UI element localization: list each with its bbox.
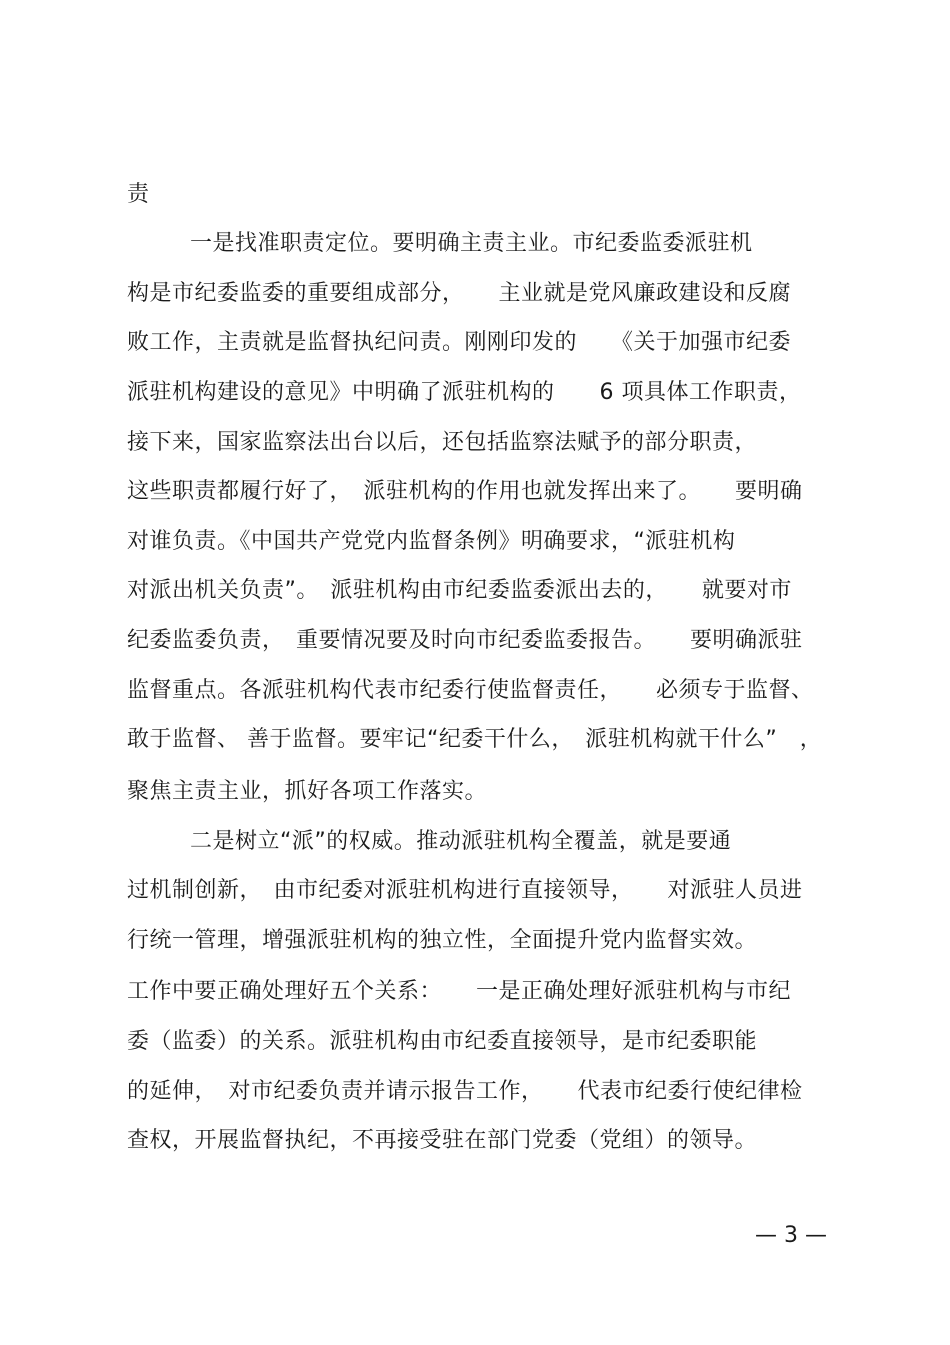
text-line: 派驻机构建设的意见》中明确了派驻机构的 6 项具体工作职责， [127, 380, 802, 405]
text-line: 接下来，国家监察法出台以后，还包括监察法赋予的部分职责， [127, 430, 758, 455]
text-line: 纪委监委负责， 重要情况要及时向市纪委监委报告。 要明确派驻 [127, 628, 803, 653]
text-line: 一是找准职责定位。要明确主责主业。市纪委监委派驻机 [190, 231, 753, 256]
text-line: 过机制创新， 由市纪委对派驻机构进行直接领导， 对派驻人员进 [127, 878, 803, 903]
text-line: 敢于监督、 善于监督。要牢记“纪委干什么， 派驻机构就干什么” ， [127, 727, 823, 752]
text-line: 监督重点。各派驻机构代表市纪委行使监督责任， 必须专于监督、 [127, 678, 814, 703]
text-line: 行统一管理，增强派驻机构的独立性，全面提升党内监督实效。 [127, 928, 758, 953]
text-line: 工作中要正确处理好五个关系： 一是正确处理好派驻机构与市纪 [127, 979, 792, 1004]
text-line: 查权，开展监督执纪，不再接受驻在部门党委（党组）的领导。 [127, 1128, 758, 1153]
text-line: 这些职责都履行好了， 派驻机构的作用也就发挥出来了。 要明确 [127, 479, 803, 504]
text-line: 对谁负责。《中国共产党党内监督条例》明确要求，“派驻机构 [127, 529, 736, 554]
text-line: 委（监委）的关系。派驻机构由市纪委直接领导，是市纪委职能 [127, 1029, 758, 1054]
text-line: 对派出机关负责”。 派驻机构由市纪委监委派出去的， 就要对市 [127, 578, 792, 603]
text-line: 二是树立“派”的权威。推动派驻机构全覆盖，就是要通 [190, 829, 732, 854]
text-line: 构是市纪委监委的重要组成部分， 主业就是党风廉政建设和反腐 [127, 281, 792, 306]
text-line: 败工作，主责就是监督执纪问责。刚刚印发的 《关于加强市纪委 [127, 330, 792, 355]
text-line: 责 [127, 182, 150, 207]
page-number: — 3 — [755, 1223, 827, 1248]
text-line: 的延伸， 对市纪委负责并请示报告工作， 代表市纪委行使纪律检 [127, 1079, 803, 1104]
text-line: 聚焦主责主业，抓好各项工作落实。 [127, 779, 488, 804]
